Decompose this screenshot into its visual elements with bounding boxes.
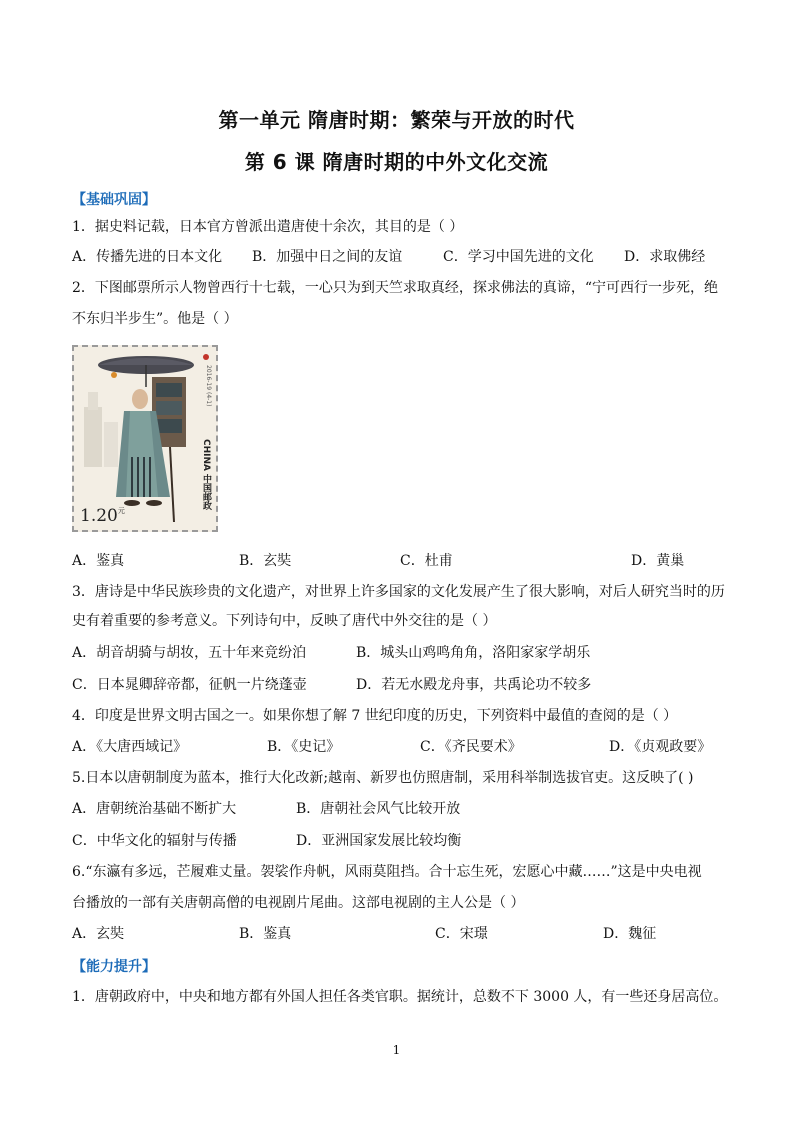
q6-stem-line1: 6.“东瀛有多远，芒履难丈量。袈裟作舟帆，风雨莫阻挡。合十忘生死，宏愿心中藏……”这是中央电视 bbox=[72, 864, 702, 880]
section-advanced-heading: 【能力提升】 bbox=[72, 959, 156, 975]
q2-option-c: C．杜甫 bbox=[400, 553, 453, 569]
q4-option-c: C．《齐民要术》 bbox=[420, 739, 522, 755]
q3-option-a: A．胡音胡骑与胡妆，五十年来竞纷泊 bbox=[72, 645, 307, 661]
q1-option-c: C．学习中国先进的文化 bbox=[443, 249, 594, 265]
q5-option-c: C．中华文化的辐射与传播 bbox=[72, 833, 237, 849]
q4-stem: 4．印度是世界文明古国之一。如果你想了解 7 世纪印度的历史，下列资料中最值的查阅的是（ ） bbox=[72, 708, 678, 724]
stamp-illustration bbox=[74, 347, 216, 530]
page-number: 1 bbox=[392, 1043, 401, 1057]
xuanzang-stamp-image bbox=[72, 345, 218, 532]
stamp-value-currency: 元 bbox=[117, 507, 125, 515]
q4-option-d: D．《贞观政要》 bbox=[609, 739, 712, 755]
q3-option-c: C．日本晁卿辞帝都，征帆一片绕蓬壶 bbox=[72, 677, 307, 693]
q6-option-d: D．魏征 bbox=[603, 926, 657, 942]
unit-title: 第一单元 隋唐时期：繁荣与开放的时代 bbox=[218, 108, 575, 132]
q5-option-a: A．唐朝统治基础不断扩大 bbox=[72, 801, 237, 817]
q4-option-b: B．《史记》 bbox=[267, 739, 341, 755]
stamp-country-label: CHINA 中国邮政 bbox=[201, 439, 211, 511]
q5-option-b: B．唐朝社会风气比较开放 bbox=[296, 801, 461, 817]
q4-option-a: A．《大唐西域记》 bbox=[72, 739, 188, 755]
q2-option-b: B．玄奘 bbox=[239, 553, 292, 569]
q5-stem: 5.日本以唐朝制度为蓝本，推行大化改新;越南、新罗也仿照唐制，采用科举制选拔官吏。这反映了( ) bbox=[72, 770, 694, 786]
lesson-title: 第 6 课 隋唐时期的中外文化交流 bbox=[244, 150, 549, 174]
advanced-q1-stem: 1．唐朝政府中，中央和地方都有外国人担任各类官职。据统计，总数不下 3000 人，有一些还身居高位。 bbox=[72, 989, 728, 1005]
stamp-value bbox=[80, 506, 125, 526]
q3-option-d: D．若无水殿龙舟事，共禹论功不较多 bbox=[356, 677, 592, 693]
q1-option-a: A．传播先进的日本文化 bbox=[72, 249, 223, 265]
stamp-series-code: 2016-19 (4-1) bbox=[205, 365, 212, 407]
q6-option-a: A．玄奘 bbox=[72, 926, 125, 942]
stamp-value-number: 1.20 bbox=[80, 506, 118, 526]
q3-stem-line2: 史有着重要的参考意义。下列诗句中，反映了唐代中外交往的是（ ） bbox=[72, 613, 497, 629]
q1-option-d: D．求取佛经 bbox=[624, 249, 706, 265]
q1-stem: 1．据史料记载，日本官方曾派出遣唐使十余次，其目的是（ ） bbox=[72, 219, 464, 235]
q3-option-b: B．城头山鸡鸣角角，洛阳家家学胡乐 bbox=[356, 645, 591, 661]
q2-option-a: A．鉴真 bbox=[72, 553, 125, 569]
q2-option-d: D．黄巢 bbox=[631, 553, 685, 569]
q6-option-b: B．鉴真 bbox=[239, 926, 292, 942]
q2-stem-line2: 不东归半步生”。他是（ ） bbox=[72, 311, 238, 327]
q5-option-d: D．亚洲国家发展比较均衡 bbox=[296, 833, 462, 849]
q6-stem-line2: 台播放的一部有关唐朝高僧的电视剧片尾曲。这部电视剧的主人公是（ ） bbox=[72, 895, 525, 911]
q6-option-c: C．宋璟 bbox=[435, 926, 488, 942]
q1-option-b: B．加强中日之间的友谊 bbox=[252, 249, 403, 265]
q2-stem-line1: 2．下图邮票所示人物曾西行十七载，一心只为到天竺求取真经，探求佛法的真谛，“宁可西行一步死，绝 bbox=[72, 280, 719, 296]
section-basic-heading: 【基础巩固】 bbox=[72, 192, 156, 208]
q3-stem-line1: 3．唐诗是中华民族珍贵的文化遗产，对世界上许多国家的文化发展产生了很大影响，对后人研究当时的历 bbox=[72, 584, 725, 600]
